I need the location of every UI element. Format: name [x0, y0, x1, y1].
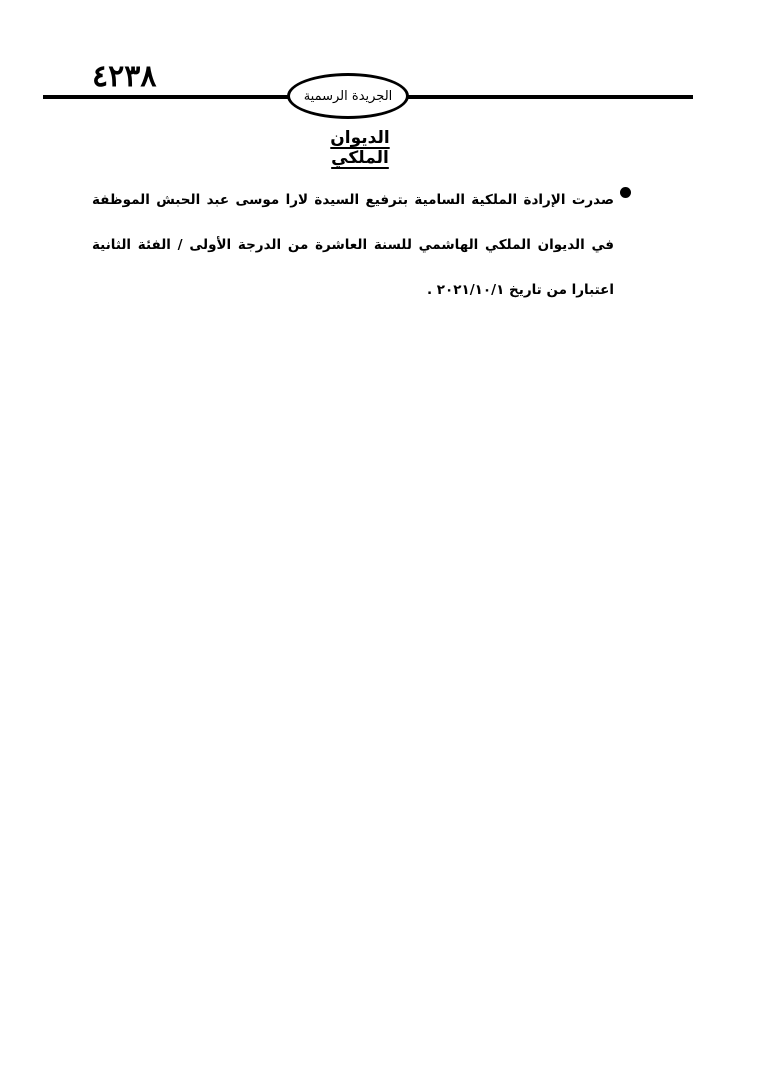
bullet-icon: [620, 187, 631, 198]
section-title: الديوان الملكي: [330, 128, 390, 168]
page-number: ٤٢٣٨: [92, 59, 157, 94]
masthead-oval: [287, 73, 409, 119]
notice-text: صدرت الإرادة الملكية السامية بترفيع السيدة لارا موسى عبد الحبش الموظفة في الديوان الملكي الهاشمي للسنة العاشرة من الدرجة الأولى / الفئة الثانية اعتبارا من تاريخ ٢٠٢١/١٠/١ .: [92, 192, 614, 298]
masthead-title: الجريدة الرسمية: [303, 88, 393, 104]
